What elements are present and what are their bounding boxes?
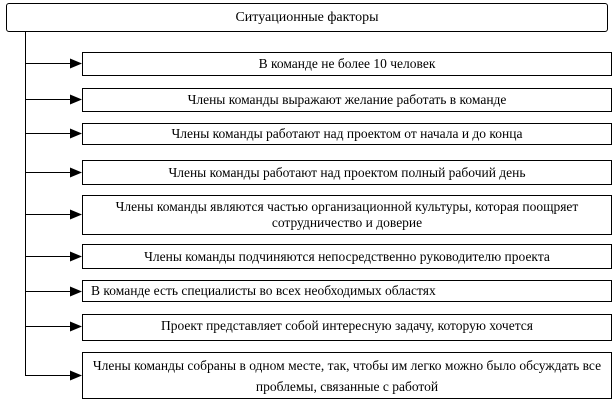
factor-box-2 [82,88,612,112]
factor-box-4 [82,160,612,185]
factor-box-6 [82,244,612,269]
factor-text-4: Члены команды работают над проектом полный рабочий день [168,164,526,180]
factor-box-8 [82,314,612,341]
factor-box-7 [82,280,612,302]
factor-text-7: В команде есть специалисты во всех необходимых областях [91,283,436,298]
factor-text-9: Члены команды собраны в одном месте, так, чтобы им легко можно было обсуждать все проблемы, связанные с работой [92,357,602,394]
factor-box-9 [82,352,612,399]
factor-text-2: Члены команды выражают желание работать в команде [187,92,507,107]
factor-text-3: Члены команды работают над проектом от начала и до конца [171,126,523,141]
situational-factors-header [6,3,608,32]
factor-box-3 [82,123,612,145]
factor-box-5 [82,195,612,235]
factor-text-1: В команде не более 10 человек [258,56,436,71]
factor-box-1 [82,52,612,76]
factor-text-6: Члены команды подчиняются непосредственно руководителю проекта [144,248,550,264]
factor-text-8: Проект представляет собой интересную задачу, которую хочется [161,318,533,333]
factor-text-5: Члены команды являются частью организационной культуры, которая поощряет сотрудничество и доверие [115,199,579,230]
header-title: Ситуационные факторы [235,9,379,25]
